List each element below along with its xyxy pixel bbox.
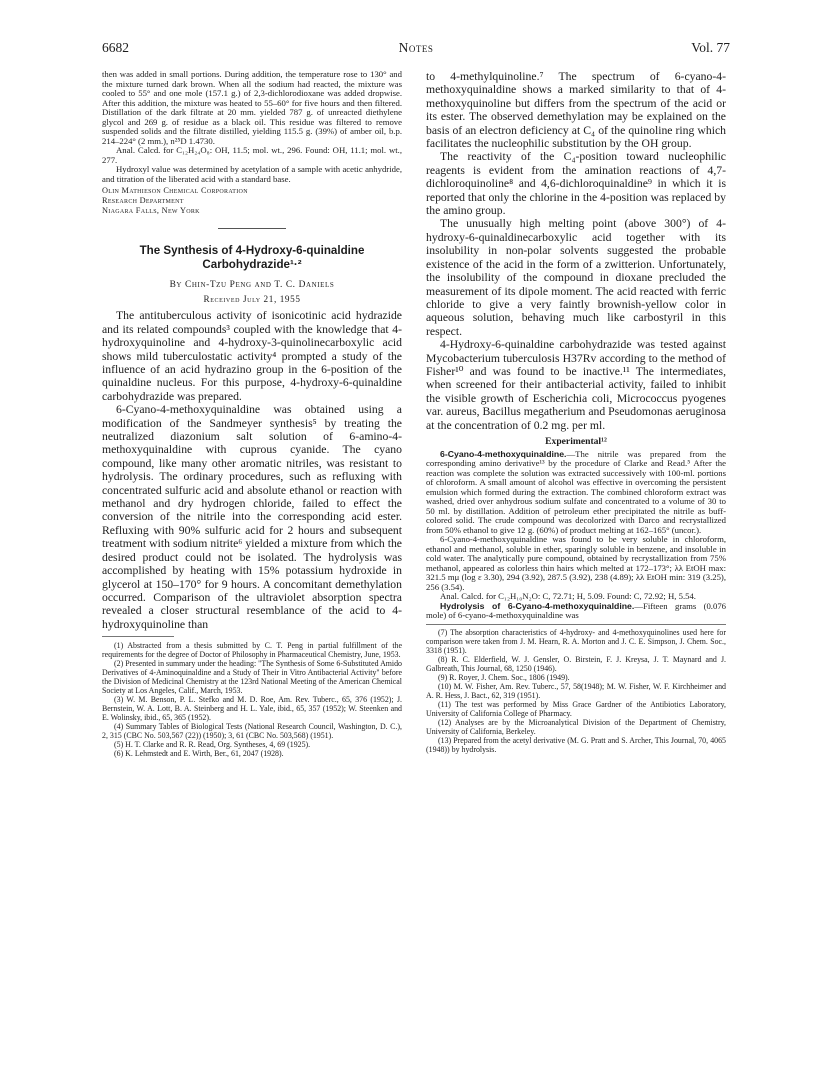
footnote: (1) Abstracted from a thesis submitted by C. T. Peng in partial fulfillment of the requirements for the degree of Doctor of Philosophy in Pharmaceutical Chemistry, June, 1953. <box>102 641 402 660</box>
body-paragraph: The reactivity of the C₄-position toward nucleophilic reagents is evident from the amination reactions of 4,7-dichloroquinoline⁸ and 4,6-dichloroquinaldine⁹ in which it is reported that only the chlorine in the 4-position was replaced by the amino group. <box>426 150 726 218</box>
previous-article-text: then was added in small portions. During addition, the temperature rose to 130° and the mixture turned dark brown. When all the sodium had reacted, the mixture was cooled to 55° and one mole (157.1 g.) of 2,3-dichlorodioxane was added dropwise. After this addition, the mixture was heated to 55–60° for five hours and then filtered. Distillation of the dark filtrate at 20 mm. yielded 787 g. of unreacted diethylene glycol and 269 g. of residue as a black oil. This residue was filtered to remove suspended solids and the filtrate distilled, yielding 115.5 g. (39%) of amber oil, b.p. 214–224° (2 mm.), n²⁵D 1.4730. <box>102 69 402 146</box>
experimental-paragraph <box>426 602 726 621</box>
page-number: 6682 <box>102 40 129 55</box>
footnote: (11) The test was performed by Miss Grace Gardner of the Antibiotics Laboratory, University of California College of Pharmacy. <box>426 699 726 718</box>
article-title: The Synthesis of 4-Hydroxy-6-quinaldine Carbohydrazide¹·² <box>139 244 365 272</box>
affiliation-line: Olin Mathieson Chemical Corporation <box>102 186 248 195</box>
footnote: (8) R. C. Elderfield, W. J. Gensler, O. Birstein, F. J. Kreysa, J. T. Maynard and J. Galbreath, This Journal, 68, 1250 (1946). <box>426 654 726 673</box>
received-date: Received July 21, 1955 <box>203 294 301 305</box>
footnote-rule <box>102 636 174 637</box>
affiliation-line: Research Department <box>102 195 184 205</box>
body-paragraph: The antituberculous activity of isonicotinic acid hydrazide and its related compounds³ coupled with the knowledge that 4-hydroxyquinoline and 4-hydroxy-3-quinolinecarboxylic acid shows mild tuberculostatic activity⁴ prompted a study of the influence of an acid hydrazino group in the 6-position of the quinaldine nucleus. For this purpose, 4-hydroxy-6-quinaldine carbohydrazide was prepared. <box>102 309 402 403</box>
footnotes-left <box>102 641 402 758</box>
running-header <box>102 40 730 58</box>
left-column <box>102 70 402 758</box>
section-divider <box>218 228 286 229</box>
body-paragraph: 4-Hydroxy-6-quinaldine carbohydrazide was tested against Mycobacterium tuberculosis H37Rv according to the method of Fisher¹⁰ and was found to be inactive.¹¹ The intermediates, when screened for their antibacterial activity, failed to inhibit the visible growth of Escherichia coli, Micrococcus pyogenes var. aureus, Bacillus megatherium and Pseudomonas aeruginosa at the concentration of 0.2 mg. per ml. <box>426 338 726 432</box>
paragraph-text: —Fifteen grams (0.076 mole) of 6-cyano-4-methoxyquinaldine was <box>426 600 727 621</box>
paragraph-text: —The nitrile was prepared from the corresponding amino derivative¹³ by the procedure of Clarke and Read.⁵ After the reaction was complete the solution was extracted successively with 100-ml. portions of chloroform. A small amount of alcohol was effective in overcoming the persistent emulsion which formed during the extraction. The combined chloroform extract was washed, dried over anhydrous sodium sulfate and concentrated to a volume of 30 to 50 ml. by distillation. Addition of petroleum ether precipitated the nitrile as buff-colored solid. The crude compound was decolorized with Darco and recrystallized from 50% ethanol to give 12 g. (60%) of product melting at 162–165° (uncor.). <box>426 448 726 535</box>
runin-heading: Hydrolysis of 6-Cyano-4-methoxyquinaldine. <box>440 600 635 611</box>
footnote: (13) Prepared from the acetyl derivative (M. G. Pratt and S. Archer, This Journal, 70, 4065 (1948)) by hydrolysis. <box>426 735 726 754</box>
previous-article-hydroxyl-note: Hydroxyl value was determined by acetylation of a sample with acetic anhydride, and titration of the liberated acid with a standard base. <box>102 164 402 184</box>
affiliation-block <box>102 186 402 215</box>
experimental-paragraph: 6-Cyano-4-methoxyquinaldine was found to be very soluble in chloroform, ethanol and methanol, soluble in ether, sparingly soluble in benzene, and insoluble in cold water. The analytically pure compound, obtained by recrystallization from 75% methanol, appeared as colorless thin hairs which melted at 172–173°; λλ EtOH max: 321.5 mμ (log ε 3.30), 294 (3.92), 287.5 (3.92), 238 (4.89); λλ EtOH min: 319 (3.25), 256 (3.54). <box>426 534 726 592</box>
body-paragraph: to 4-methylquinoline.⁷ The spectrum of 6-cyano-4-methoxyquinaldine shows a marked similarity to that of 4-methoxyquinoline but differs from the spectrum of the acid or its ester. The observed demethylation may be explained on the basis of an electron deficiency at C₄ of the quinoline ring which facilitates the nucleophilic substitution by the OH group. <box>426 70 726 151</box>
footnote: (2) Presented in summary under the heading: "The Synthesis of Some 6-Substituted Amido Derivatives of 4-Aminoquinaldine and a Study of Their in Vitro Antibacterial Activity" before the Division of Medicinal Chemistry at the 123rd National Meeting of the American Chemical Society at Los Angeles, Calif., March, 1953. <box>102 659 402 696</box>
article-byline: By Chin-Tzu Peng and T. C. Daniels <box>169 280 335 291</box>
footnote: (3) W. M. Benson, P. L. Stefko and M. D. Roe, Am. Rev. Tuberc., 65, 376 (1952); J. Bernstein, W. A. Lott, B. A. Steinberg and H. L. Yale, ibid., 65, 357 (1952); W. Steenken and E. Wolinsky, ibid., 65, 365 (1952). <box>102 695 402 723</box>
footnote: (5) H. T. Clarke and R. R. Read, Org. Syntheses, 4, 69 (1925). <box>114 740 311 750</box>
body-paragraph: The unusually high melting point (above 300°) of 4-hydroxy-6-quinaldinecarboxylic acid together with its insolubility in non-polar solvents suggested the probable existence of the acid in the form of a zwitterion. Unfortunately, the insolubility of the compound in dioxane precluded the measurement of its dipole moment. The acid reacted with ferric chloride to give a very faintly brownish-yellow color in aqueous solution, behaving much like carbostyril in this respect. <box>426 217 726 338</box>
experimental-heading: Experimental¹² <box>545 435 607 447</box>
affiliation-line: Niagara Falls, New York <box>102 205 200 215</box>
previous-article-analysis: Anal. Calcd. for C₁₂H₂₄O₈: OH, 11.5; mol. wt., 296. Found: OH, 11.1; mol. wt., 277. <box>102 145 402 165</box>
body-paragraph: 6-Cyano-4-methoxyquinaldine was obtained using a modification of the Sandmeyer synthesis⁵ by treating the neutralized diazonium salt solution of 6-amino-4-methoxyquinaldine with cuprous cyanide. The cyano compound, like many other aromatic nitriles, was resistant to hydrolysis. The ordinary procedures, such as refluxing with concentrated sulfuric acid and absolute ethanol or reaction with methanol and dry hydrogen chloride, failed to effect the conversion of the nitrile into the corresponding acid ester. Refluxing with 90% sulfuric acid for 2 hours and subsequent treatment with sodium nitrite⁶ yielded a mixture from which the desired product could not be isolated. The hydrolysis was accomplished by heating with 15% potassium hydroxide in glycerol at 150–170° for 9 hours. A concomitant demethylation occurred. Comparison of the ultraviolet absorption spectra revealed a closer structural resemblance of the acid to 4-hydroxyquinoline than <box>102 403 402 631</box>
footnote: (7) The absorption characteristics of 4-hydroxy- and 4-methoxyquinolines used here for comparison were taken from J. M. Hearn, R. A. Morton and J. C. E. Simpson, J. Chem. Soc., 3318 (1951). <box>426 627 726 655</box>
footnote: (9) R. Royer, J. Chem. Soc., 1806 (1949). <box>438 672 570 682</box>
footnote: (6) K. Lehmstedt and E. Wirth, Ber., 61, 2047 (1928). <box>114 749 284 759</box>
experimental-analysis: Anal. Calcd. for C₁₂H₁₀N₂O: C, 72.71; H, 5.09. Found: C, 72.92; H, 5.54. <box>440 591 696 602</box>
footnote: (10) M. W. Fisher, Am. Rev. Tuberc., 57, 58(1948); M. W. Fisher, W. F. Kirchheimer and A. R. Hess, J. Bact., 62, 319 (1951). <box>426 681 726 700</box>
right-column <box>426 70 726 754</box>
footnote: (4) Summary Tables of Biological Tests (National Research Council, Washington, D. C.), 2, 315 (CBC No. 503,567 (22)) (1950); 3, 61 (CBC No. 503,568) (1951). <box>102 722 402 741</box>
volume-label: Vol. 77 <box>691 40 730 55</box>
experimental-paragraph <box>426 450 726 536</box>
footnotes-right <box>426 624 726 754</box>
footnote: (12) Analyses are by the Microanalytical Division of the Department of Chemistry, University of California, Berkeley. <box>426 717 726 736</box>
section-name: Notes <box>398 40 434 55</box>
runin-heading: 6-Cyano-4-methoxyquinaldine. <box>440 448 567 459</box>
